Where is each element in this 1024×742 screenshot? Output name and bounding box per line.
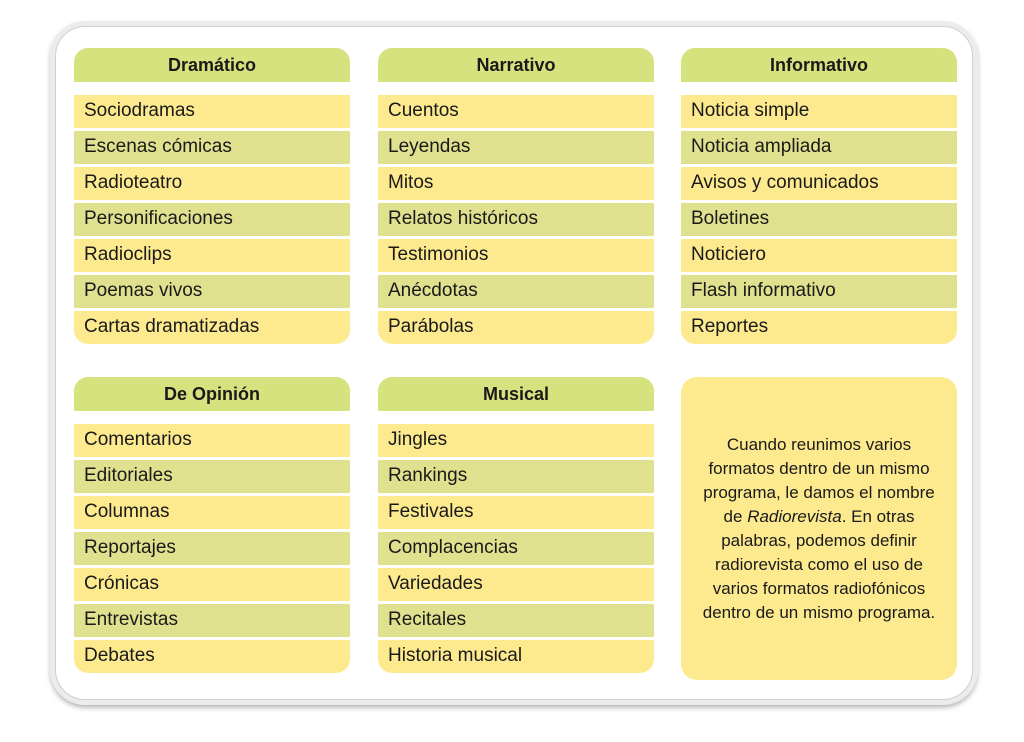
panel-title: Informativo [681,48,957,82]
panel-title: Narrativo [378,48,654,82]
list-item: Festivales [378,496,654,529]
panel-de-opinion [74,377,350,673]
note-emphasis: Radiorevista [747,506,842,526]
list-item: Anécdotas [378,275,654,308]
list-item: Columnas [74,496,350,529]
list-item: Personificaciones [74,203,350,236]
list-item: Relatos históricos [378,203,654,236]
list-item: Parábolas [378,311,654,344]
panel-narrativo [378,48,654,344]
list-item: Noticiero [681,239,957,272]
list-item: Sociodramas [74,95,350,128]
list-item: Boletines [681,203,957,236]
list-item: Radioclips [74,239,350,272]
list-item: Complacencias [378,532,654,565]
list-item: Noticia simple [681,95,957,128]
panel-dramatico [74,48,350,344]
panel-title: Musical [378,377,654,411]
list-item: Entrevistas [74,604,350,637]
list-item: Avisos y comunicados [681,167,957,200]
panel-musical [378,377,654,673]
panel-title: De Opinión [74,377,350,411]
list-item: Escenas cómicas [74,131,350,164]
list-item: Testimonios [378,239,654,272]
list-item: Recitales [378,604,654,637]
list-item: Reportajes [74,532,350,565]
note-text-end: . En otras palabras, podemos definir radiorevista como el uso de varios formatos radiofónicos dentro de un mismo programa. [702,506,936,622]
radiorevista-note [681,377,957,680]
list-item: Editoriales [74,460,350,493]
note-text [695,433,943,625]
list-item: Cartas dramatizadas [74,311,350,344]
panel-informativo [681,48,957,344]
list-item: Comentarios [74,424,350,457]
list-item: Jingles [378,424,654,457]
list-item: Poemas vivos [74,275,350,308]
list-item: Variedades [378,568,654,601]
panel-title: Dramático [74,48,350,82]
list-item: Historia musical [378,640,654,673]
list-item: Mitos [378,167,654,200]
list-item: Reportes [681,311,957,344]
list-item: Rankings [378,460,654,493]
list-item: Crónicas [74,568,350,601]
list-item: Cuentos [378,95,654,128]
list-item: Flash informativo [681,275,957,308]
list-item: Leyendas [378,131,654,164]
list-item: Radioteatro [74,167,350,200]
list-item: Debates [74,640,350,673]
note-text-start: Cuando reunimos varios formatos dentro de un mismo programa, le damos el nombre de [703,434,935,526]
list-item: Noticia ampliada [681,131,957,164]
